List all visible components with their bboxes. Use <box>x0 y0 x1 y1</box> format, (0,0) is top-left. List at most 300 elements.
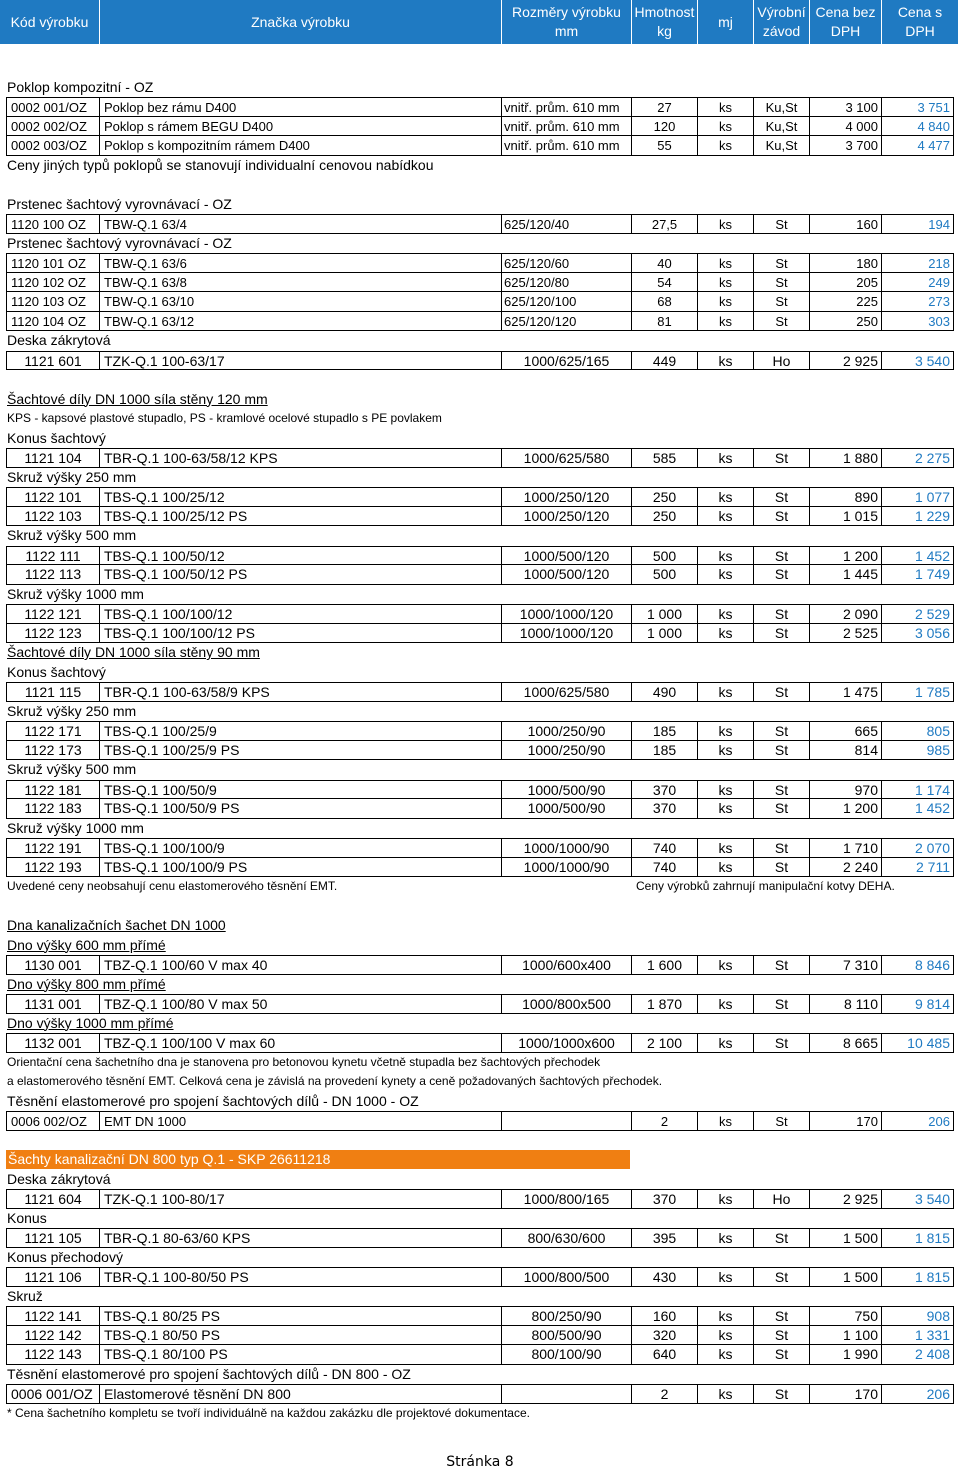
cell-weight: 1 870 <box>632 994 698 1014</box>
cell-unit: ks <box>698 565 754 585</box>
cell-name: TBS-Q.1 80/50 PS <box>100 1326 502 1346</box>
cell-price-net: 225 <box>810 292 882 312</box>
cell-code: 1131 001 <box>6 994 100 1014</box>
cell-code: 1121 106 <box>6 1267 100 1287</box>
cell-price-net: 8 110 <box>810 994 882 1014</box>
cell-weight: 250 <box>632 507 698 527</box>
table-row <box>0 117 958 137</box>
cell-plant: Ho <box>754 1189 810 1209</box>
cell-unit: ks <box>698 682 754 702</box>
cell-dimensions: 1000/625/580 <box>502 448 632 468</box>
cell-price-vat: 1 452 <box>882 546 954 566</box>
note-text: Orientační cena šachetního dna je stanovena pro betonovou kynetu včetně stupadla bez šachtových přechodek <box>7 1054 601 1069</box>
cell-unit: ks <box>698 1345 754 1365</box>
cell-weight: 430 <box>632 1267 698 1287</box>
table-row <box>0 1189 958 1209</box>
cell-price-net: 170 <box>810 1384 882 1404</box>
cell-unit: ks <box>698 624 754 644</box>
section-heading <box>0 390 958 410</box>
cell-weight: 55 <box>632 136 698 156</box>
cell-plant: St <box>754 721 810 741</box>
cell-dimensions: vnitř. prům. 610 mm <box>502 97 632 117</box>
cell-name: TBR-Q.1 100-80/50 PS <box>100 1267 502 1287</box>
cell-dimensions: vnitř. prům. 610 mm <box>502 117 632 137</box>
cell-code: 1120 102 OZ <box>6 273 100 293</box>
cell-weight: 395 <box>632 1228 698 1248</box>
cell-unit: ks <box>698 97 754 117</box>
cell-unit: ks <box>698 1384 754 1404</box>
cell-price-net: 750 <box>810 1306 882 1326</box>
cell-weight: 740 <box>632 838 698 858</box>
cell-code: 1121 601 <box>6 351 100 371</box>
note <box>0 409 958 429</box>
table-row <box>0 955 958 975</box>
cell-name: TBS-Q.1 100/25/12 PS <box>100 507 502 527</box>
cell-code: 1122 111 <box>6 546 100 566</box>
cell-dimensions: 1000/625/165 <box>502 351 632 371</box>
cell-price-net: 4 000 <box>810 117 882 137</box>
cell-plant: St <box>754 507 810 527</box>
cell-unit: ks <box>698 448 754 468</box>
cell-dimensions: 625/120/80 <box>502 273 632 293</box>
section-heading <box>0 468 958 488</box>
section-title: Poklop kompozitní - OZ <box>7 78 154 95</box>
cell-name: TBS-Q.1 100/50/9 <box>100 780 502 800</box>
cell-price-vat: 1 785 <box>882 682 954 702</box>
cell-weight: 370 <box>632 1189 698 1209</box>
section-heading <box>0 1209 958 1229</box>
table-row <box>0 253 958 273</box>
cell-name: TBS-Q.1 80/25 PS <box>100 1306 502 1326</box>
section-title: Konus šachtový <box>7 663 106 680</box>
cell-name: TBS-Q.1 100/100/12 PS <box>100 624 502 644</box>
cell-unit: ks <box>698 292 754 312</box>
section-heading <box>0 702 958 722</box>
section-title: Šachtové díly DN 1000 síla stěny 90 mm <box>7 644 260 660</box>
table-row <box>0 1111 958 1131</box>
cell-plant: St <box>754 1267 810 1287</box>
cell-dimensions: 1000/500/120 <box>502 565 632 585</box>
cell-price-net: 2 525 <box>810 624 882 644</box>
note-text: Uvedené ceny neobsahují cenu elastomerového těsnění EMT. <box>7 879 338 893</box>
cell-weight: 81 <box>632 312 698 332</box>
cell-dimensions: 1000/250/120 <box>502 507 632 527</box>
cell-weight: 449 <box>632 351 698 371</box>
cell-plant: St <box>754 214 810 234</box>
cell-code: 1122 123 <box>6 624 100 644</box>
cell-weight: 120 <box>632 117 698 137</box>
table-row <box>0 1384 958 1404</box>
cell-weight: 1 000 <box>632 624 698 644</box>
cell-weight: 2 100 <box>632 1033 698 1053</box>
cell-code: 0002 001/OZ <box>6 97 100 117</box>
cell-weight: 1 600 <box>632 955 698 975</box>
table-row <box>0 507 958 527</box>
cell-price-net: 1 990 <box>810 1345 882 1365</box>
cell-price-vat: 249 <box>882 273 954 293</box>
cell-name: TBS-Q.1 100/50/12 PS <box>100 565 502 585</box>
section-title: Těsnění elastomerové pro spojení šachtových dílů - DN 800 - OZ <box>7 1365 411 1382</box>
cell-code: 0002 002/OZ <box>6 117 100 137</box>
cell-code: 1121 105 <box>6 1228 100 1248</box>
section-heading <box>0 234 958 254</box>
cell-name: TBS-Q.1 100/100/9 PS <box>100 858 502 878</box>
section-heading <box>0 916 958 936</box>
cell-price-net: 1 200 <box>810 546 882 566</box>
table-row <box>0 136 958 156</box>
cell-weight: 40 <box>632 253 698 273</box>
table-row <box>0 741 958 761</box>
cell-dimensions: 1000/800/165 <box>502 1189 632 1209</box>
cell-price-vat: 218 <box>882 253 954 273</box>
cell-price-net: 1 500 <box>810 1228 882 1248</box>
cell-code: 1122 143 <box>6 1345 100 1365</box>
cell-dimensions: 1000/625/580 <box>502 682 632 702</box>
section-heading <box>0 526 958 546</box>
cell-price-net: 180 <box>810 253 882 273</box>
cell-price-vat: 805 <box>882 721 954 741</box>
cell-price-net: 3 100 <box>810 97 882 117</box>
cell-price-vat: 194 <box>882 214 954 234</box>
cell-price-net: 1 445 <box>810 565 882 585</box>
cell-dimensions: 1000/1000/120 <box>502 604 632 624</box>
cell-name: TBR-Q.1 80-63/60 KPS <box>100 1228 502 1248</box>
table-row <box>0 994 958 1014</box>
table-row <box>0 312 958 332</box>
cell-weight: 68 <box>632 292 698 312</box>
cell-code: 1121 604 <box>6 1189 100 1209</box>
cell-weight: 640 <box>632 1345 698 1365</box>
cell-price-vat: 1 077 <box>882 487 954 507</box>
cell-weight: 740 <box>632 858 698 878</box>
cell-code: 0002 003/OZ <box>6 136 100 156</box>
section-title: Skruž <box>7 1287 43 1304</box>
cell-name: Poklop s kompozitním rámem D400 <box>100 136 502 156</box>
section-heading <box>0 429 958 449</box>
cell-plant: St <box>754 682 810 702</box>
cell-weight: 185 <box>632 721 698 741</box>
cell-dimensions: 800/630/600 <box>502 1228 632 1248</box>
cell-plant: Ku,St <box>754 136 810 156</box>
section-heading <box>0 663 958 683</box>
cell-weight: 2 <box>632 1111 698 1131</box>
cell-name: TBS-Q.1 100/25/9 PS <box>100 741 502 761</box>
cell-price-net: 814 <box>810 741 882 761</box>
cell-name: Poklop bez rámu D400 <box>100 97 502 117</box>
cell-unit: ks <box>698 273 754 293</box>
cell-code: 1122 193 <box>6 858 100 878</box>
cell-dimensions: 800/100/90 <box>502 1345 632 1365</box>
cell-plant: St <box>754 858 810 878</box>
cell-unit: ks <box>698 546 754 566</box>
section-title: Deska zákrytová <box>7 1170 111 1187</box>
cell-weight: 490 <box>632 682 698 702</box>
cell-price-vat: 1 229 <box>882 507 954 527</box>
page-footer: Stránka 8 <box>446 1454 514 1470</box>
table-row <box>0 273 958 293</box>
cell-code: 1122 113 <box>6 565 100 585</box>
cell-price-vat: 273 <box>882 292 954 312</box>
cell-price-net: 1 015 <box>810 507 882 527</box>
cell-plant: St <box>754 1111 810 1131</box>
cell-unit: ks <box>698 1306 754 1326</box>
table-row <box>0 1033 958 1053</box>
section-title: Skruž výšky 1000 mm <box>7 819 144 836</box>
cell-dimensions: 1000/500/120 <box>502 546 632 566</box>
cell-price-vat: 2 275 <box>882 448 954 468</box>
note <box>0 1404 958 1424</box>
cell-price-net: 2 925 <box>810 1189 882 1209</box>
cell-code: 1122 183 <box>6 799 100 819</box>
col-header-dimensions: Rozměry výrobku mm <box>502 0 632 44</box>
cell-unit: ks <box>698 214 754 234</box>
cell-dimensions: 1000/500/90 <box>502 799 632 819</box>
cell-dimensions <box>502 1384 632 1404</box>
cell-plant: St <box>754 1228 810 1248</box>
cell-price-vat: 3 540 <box>882 351 954 371</box>
table-row <box>0 858 958 878</box>
cell-weight: 585 <box>632 448 698 468</box>
cell-price-net: 250 <box>810 312 882 332</box>
cell-plant: St <box>754 780 810 800</box>
cell-price-vat: 1 452 <box>882 799 954 819</box>
cell-code: 1122 103 <box>6 507 100 527</box>
cell-price-vat: 3 540 <box>882 1189 954 1209</box>
cell-code: 0006 001/OZ <box>6 1384 100 1404</box>
cell-unit: ks <box>698 741 754 761</box>
cell-dimensions: 1000/1000/90 <box>502 838 632 858</box>
cell-price-net: 970 <box>810 780 882 800</box>
cell-code: 1120 104 OZ <box>6 312 100 332</box>
cell-weight: 27,5 <box>632 214 698 234</box>
cell-code: 1132 001 <box>6 1033 100 1053</box>
cell-unit: ks <box>698 955 754 975</box>
cell-name: TBW-Q.1 63/10 <box>100 292 502 312</box>
cell-code: 1121 104 <box>6 448 100 468</box>
cell-price-net: 1 880 <box>810 448 882 468</box>
cell-price-net: 1 100 <box>810 1326 882 1346</box>
cell-name: EMT DN 1000 <box>100 1111 502 1131</box>
section-title: Konus šachtový <box>7 429 106 446</box>
cell-name: TBZ-Q.1 100/80 V max 50 <box>100 994 502 1014</box>
cell-name: TBS-Q.1 100/100/12 <box>100 604 502 624</box>
section-title: Dna kanalizačních šachet DN 1000 <box>7 917 226 933</box>
cell-plant: St <box>754 994 810 1014</box>
cell-price-net: 160 <box>810 214 882 234</box>
cell-dimensions: 1000/1000x600 <box>502 1033 632 1053</box>
col-header-weight: Hmotnost kg <box>632 0 698 44</box>
section-title: Prstenec šachtový vyrovnávací - OZ <box>7 234 232 251</box>
cell-dimensions: vnitř. prům. 610 mm <box>502 136 632 156</box>
table-row <box>0 1228 958 1248</box>
cell-price-net: 1 475 <box>810 682 882 702</box>
cell-name: TBS-Q.1 100/25/9 <box>100 721 502 741</box>
cell-code: 1121 115 <box>6 682 100 702</box>
note-text: * Cena šachetního kompletu se tvoří individuálně na každou zakázku dle projektové dokumentace. <box>7 1405 530 1420</box>
cell-price-net: 890 <box>810 487 882 507</box>
section-title: Deska zákrytová <box>7 332 111 348</box>
cell-unit: ks <box>698 994 754 1014</box>
cell-name: TBW-Q.1 63/8 <box>100 273 502 293</box>
cell-plant: St <box>754 546 810 566</box>
cell-dimensions: 625/120/100 <box>502 292 632 312</box>
section-heading <box>0 1092 958 1112</box>
cell-name: TBS-Q.1 100/100/9 <box>100 838 502 858</box>
table-row <box>0 682 958 702</box>
cell-code: 1122 171 <box>6 721 100 741</box>
cell-plant: St <box>754 1326 810 1346</box>
cell-dimensions: 1000/1000/120 <box>502 624 632 644</box>
section-heading <box>0 1170 958 1190</box>
section-title: Prstenec šachtový vyrovnávací - OZ <box>7 195 232 212</box>
section-heading <box>0 643 958 663</box>
cell-price-vat: 3 056 <box>882 624 954 644</box>
table-row <box>0 1326 958 1346</box>
section-heading <box>0 975 958 995</box>
cell-dimensions: 625/120/60 <box>502 253 632 273</box>
cell-plant: St <box>754 624 810 644</box>
spacer <box>0 370 958 390</box>
table-row <box>0 448 958 468</box>
cell-price-vat: 1 749 <box>882 565 954 585</box>
cell-plant: St <box>754 273 810 293</box>
price-list <box>0 58 958 1423</box>
cell-price-vat: 4 477 <box>882 136 954 156</box>
cell-plant: Ku,St <box>754 97 810 117</box>
section-heading <box>0 585 958 605</box>
cell-unit: ks <box>698 1326 754 1346</box>
cell-plant: Ho <box>754 351 810 371</box>
section-title: Skruž výšky 1000 mm <box>7 585 144 602</box>
cell-price-vat: 2 070 <box>882 838 954 858</box>
cell-dimensions: 1000/250/90 <box>502 741 632 761</box>
col-header-unit: mj <box>698 0 754 44</box>
cell-plant: St <box>754 604 810 624</box>
cell-price-vat: 908 <box>882 1306 954 1326</box>
cell-weight: 320 <box>632 1326 698 1346</box>
cell-price-vat: 8 846 <box>882 955 954 975</box>
spacer <box>0 897 958 917</box>
cell-plant: St <box>754 292 810 312</box>
note <box>0 877 958 897</box>
cell-name: TBW-Q.1 63/4 <box>100 214 502 234</box>
section-heading <box>0 195 958 215</box>
cell-dimensions <box>502 1111 632 1131</box>
section-heading <box>0 760 958 780</box>
cell-price-vat: 2 408 <box>882 1345 954 1365</box>
table-row <box>0 97 958 117</box>
cell-plant: St <box>754 565 810 585</box>
spacer <box>0 175 958 195</box>
cell-price-net: 2 925 <box>810 351 882 371</box>
cell-price-net: 2 240 <box>810 858 882 878</box>
cell-name: TBR-Q.1 100-63/58/9 KPS <box>100 682 502 702</box>
table-row <box>0 487 958 507</box>
table-row <box>0 1267 958 1287</box>
note-text: KPS - kapsové plastové stupadlo, PS - kramlové ocelové stupadlo s PE povlakem <box>7 411 442 425</box>
table-row <box>0 799 958 819</box>
cell-dimensions: 1000/600x400 <box>502 955 632 975</box>
table-row <box>0 292 958 312</box>
cell-plant: St <box>754 1384 810 1404</box>
cell-name: TBS-Q.1 100/25/12 <box>100 487 502 507</box>
cell-code: 1120 101 OZ <box>6 253 100 273</box>
section-title: Dno výšky 800 mm přímé <box>7 975 166 992</box>
cell-unit: ks <box>698 780 754 800</box>
cell-price-net: 7 310 <box>810 955 882 975</box>
table-row <box>0 546 958 566</box>
cell-code: 1130 001 <box>6 955 100 975</box>
cell-weight: 370 <box>632 799 698 819</box>
section-title: Skruž výšky 500 mm <box>7 761 137 777</box>
table-row <box>0 780 958 800</box>
cell-dimensions: 1000/800x500 <box>502 994 632 1014</box>
table-row <box>0 624 958 644</box>
note-text: a elastomerového těsnění EMT. Celková cena je závislá na provedení kynety a ceně požadovaných šachtových přechodek. <box>7 1074 663 1088</box>
cell-dimensions: 800/500/90 <box>502 1326 632 1346</box>
cell-price-net: 1 500 <box>810 1267 882 1287</box>
cell-plant: St <box>754 253 810 273</box>
col-header-plant: Výrobní závod <box>754 0 810 44</box>
cell-name: TBR-Q.1 100-63/58/12 KPS <box>100 448 502 468</box>
cell-code: 1122 121 <box>6 604 100 624</box>
col-header-code: Kód výrobku <box>0 0 100 44</box>
cell-unit: ks <box>698 507 754 527</box>
cell-plant: St <box>754 955 810 975</box>
cell-name: TBS-Q.1 80/100 PS <box>100 1345 502 1365</box>
cell-weight: 185 <box>632 741 698 761</box>
section-title: Šachty kanalizační DN 800 typ Q.1 - SKP 26611218 <box>6 1150 630 1169</box>
cell-unit: ks <box>698 351 754 371</box>
spacer <box>0 1131 958 1151</box>
cell-dimensions: 800/250/90 <box>502 1306 632 1326</box>
section-heading <box>0 331 958 351</box>
cell-weight: 54 <box>632 273 698 293</box>
cell-plant: St <box>754 741 810 761</box>
cell-plant: Ku,St <box>754 117 810 137</box>
cell-plant: St <box>754 448 810 468</box>
note <box>0 1072 958 1092</box>
table-row <box>0 838 958 858</box>
cell-dimensions: 1000/1000/90 <box>502 858 632 878</box>
table-row <box>0 351 958 371</box>
section-heading <box>0 819 958 839</box>
cell-price-vat: 2 711 <box>882 858 954 878</box>
cell-plant: St <box>754 487 810 507</box>
cell-price-vat: 303 <box>882 312 954 332</box>
section-banner <box>0 1150 958 1170</box>
section-title: Těsnění elastomerové pro spojení šachtových dílů - DN 1000 - OZ <box>7 1092 419 1109</box>
cell-unit: ks <box>698 253 754 273</box>
section-heading <box>0 1014 958 1034</box>
cell-code: 1122 173 <box>6 741 100 761</box>
cell-unit: ks <box>698 604 754 624</box>
cell-price-vat: 1 815 <box>882 1267 954 1287</box>
cell-price-net: 205 <box>810 273 882 293</box>
cell-unit: ks <box>698 799 754 819</box>
cell-name: TZK-Q.1 100-80/17 <box>100 1189 502 1209</box>
cell-name: Poklop s rámem BEGU D400 <box>100 117 502 137</box>
cell-code: 1120 100 OZ <box>6 214 100 234</box>
cell-weight: 370 <box>632 780 698 800</box>
table-row <box>0 1345 958 1365</box>
cell-plant: St <box>754 838 810 858</box>
cell-price-vat: 1 331 <box>882 1326 954 1346</box>
section-title: Šachtové díly DN 1000 síla stěny 120 mm <box>7 390 268 407</box>
table-row <box>0 214 958 234</box>
cell-unit: ks <box>698 858 754 878</box>
col-header-name: Značka výrobku <box>100 0 502 44</box>
